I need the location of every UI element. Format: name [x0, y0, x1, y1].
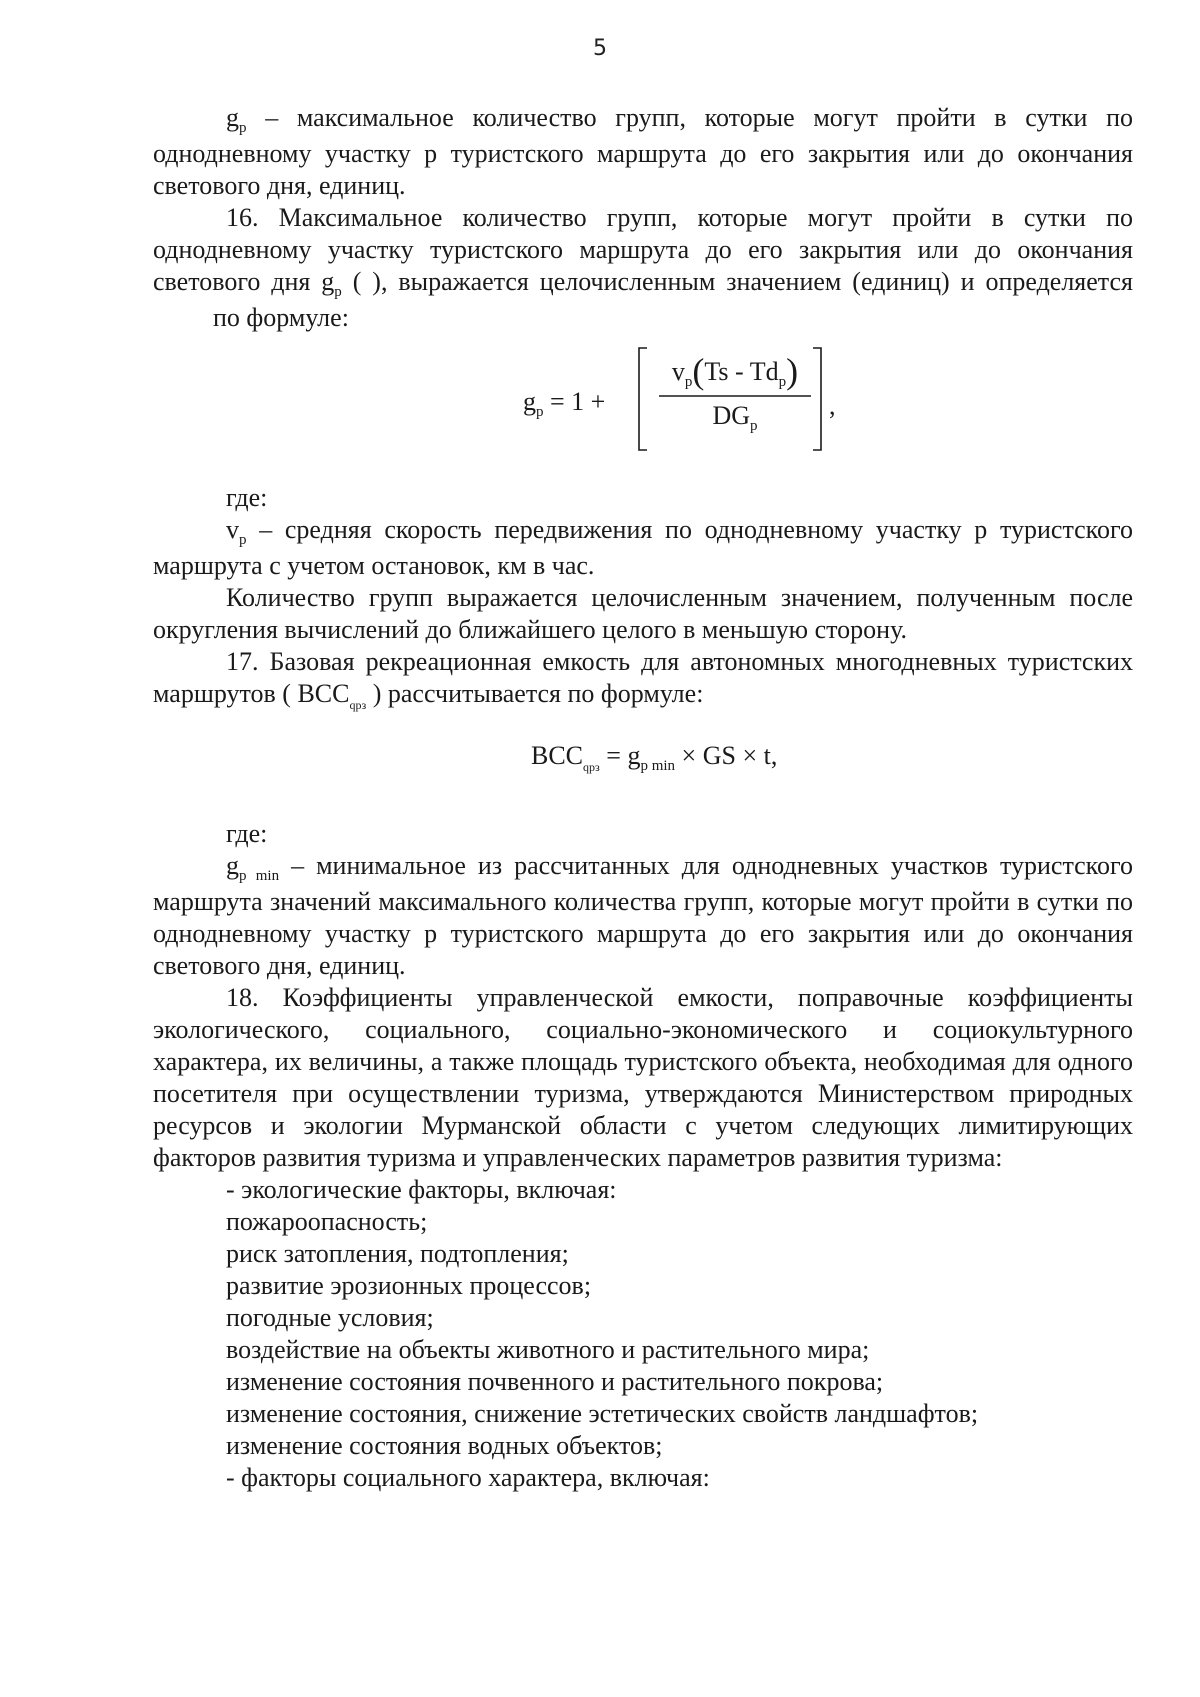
var-g: g — [226, 103, 239, 132]
var-g-subscript: p — [239, 120, 247, 136]
paragraph-text: 16. Максимальное количество групп, которые могут пройти в сутки по однодневному участку туристского маршрута до его закрытия или до окончания светового дня — [153, 203, 1133, 296]
var-g-subscript: p min — [239, 868, 280, 884]
paragraph-rounding: Количество групп выражается целочисленным значением, полученным после округления вычислений до ближайшего целого в меньшую сторону. — [153, 583, 1133, 644]
paragraph-text: – максимальное количество групп, которые могут пройти в сутки по однодневному участку р туристского маршрута до его закрытия или до окончания светового дня, единиц. — [153, 103, 1133, 200]
paragraph-text: ) рассчитывается по формуле: — [372, 679, 704, 708]
list-item: изменение состояния, снижение эстетических свойств ландшафтов; — [226, 1399, 979, 1428]
list-item: пожароопасность; — [226, 1207, 428, 1236]
paragraph-text: – средняя скорость передвижения по однодневному участку р туристского маршрута с учетом остановок, км в час. — [153, 515, 1133, 580]
paragraph-17 — [153, 646, 1133, 714]
var-g: g — [226, 851, 239, 880]
formula-gp — [153, 344, 1133, 464]
formula-bcc-expression: $BCC_{qpз} = g_{p min}$ × GS × t, — [531, 741, 778, 774]
paragraph-text: – минимальное из рассчитанных для однодневных участков туристского маршрута значений максимального количества групп, которые могут пройти в сутки по однодневному участку р туристского маршрута до его закрытия или до окончания светового дня, единиц. — [153, 851, 1133, 980]
list-item: погодные условия; — [226, 1303, 434, 1332]
paragraph-18: 18. Коэффициенты управленческой емкости, поправочные коэффициенты экологического, социального, социально-экономического и социокультурного характера, их величины, а также площадь туристского объекта, необходимая для одного посетителя при осуществлении туризма, утверждаются Министерством природных ресурсов и экологии Мурманской области с учетом следующих лимитирующих факторов развития туризма и управленческих параметров развития туризма: — [153, 983, 1133, 1172]
list-item: - экологические факторы, включая: — [226, 1175, 617, 1204]
paragraph-text: ( ), выражается целочисленным значением (единиц) и определяется — [341, 267, 1133, 296]
var-bcc-subscript: qpз — [349, 698, 367, 712]
var-v-subscript: p — [239, 532, 247, 548]
paragraph-text: по формуле: — [213, 303, 349, 332]
formula-comma: , — [829, 391, 836, 420]
var-bcc: BCC — [297, 679, 350, 708]
list-item: изменение состояния почвенного и растительного покрова; — [226, 1367, 884, 1396]
list-item: риск затопления, подтопления; — [226, 1239, 569, 1268]
paragraph-vp-definition — [153, 514, 1133, 582]
var-g: g — [321, 267, 335, 296]
fraction-denominator: $DG_p$ — [712, 401, 758, 434]
document-body — [153, 102, 1133, 1494]
paragraph-gp-definition — [153, 102, 1133, 202]
floor-bracket — [635, 344, 825, 454]
fraction-numerator: $v_p(Ts - Td_p)$ — [671, 351, 799, 391]
list-item: развитие эрозионных процессов; — [226, 1271, 592, 1300]
list-item: изменение состояния водных объектов; — [226, 1431, 663, 1460]
paragraph-text: 17. Базовая рекреационная емкость для автономных многодневных туристских маршрутов ( — [153, 647, 1133, 708]
paragraph-gpmin-definition — [153, 850, 1133, 982]
page-number: 5 — [593, 36, 607, 61]
list-item: - факторы социального характера, включая: — [226, 1463, 710, 1492]
var-g-subscript: p — [334, 284, 342, 300]
where-label: где: — [226, 483, 268, 512]
where-label: где: — [226, 819, 268, 848]
list-item: воздействие на объекты животного и растительного мира; — [226, 1335, 870, 1364]
formula-bcc — [153, 728, 1133, 792]
formula-lhs: $g_p = 1$ + — [523, 387, 606, 420]
paragraph-16 — [153, 202, 1133, 334]
var-v: v — [226, 515, 239, 544]
